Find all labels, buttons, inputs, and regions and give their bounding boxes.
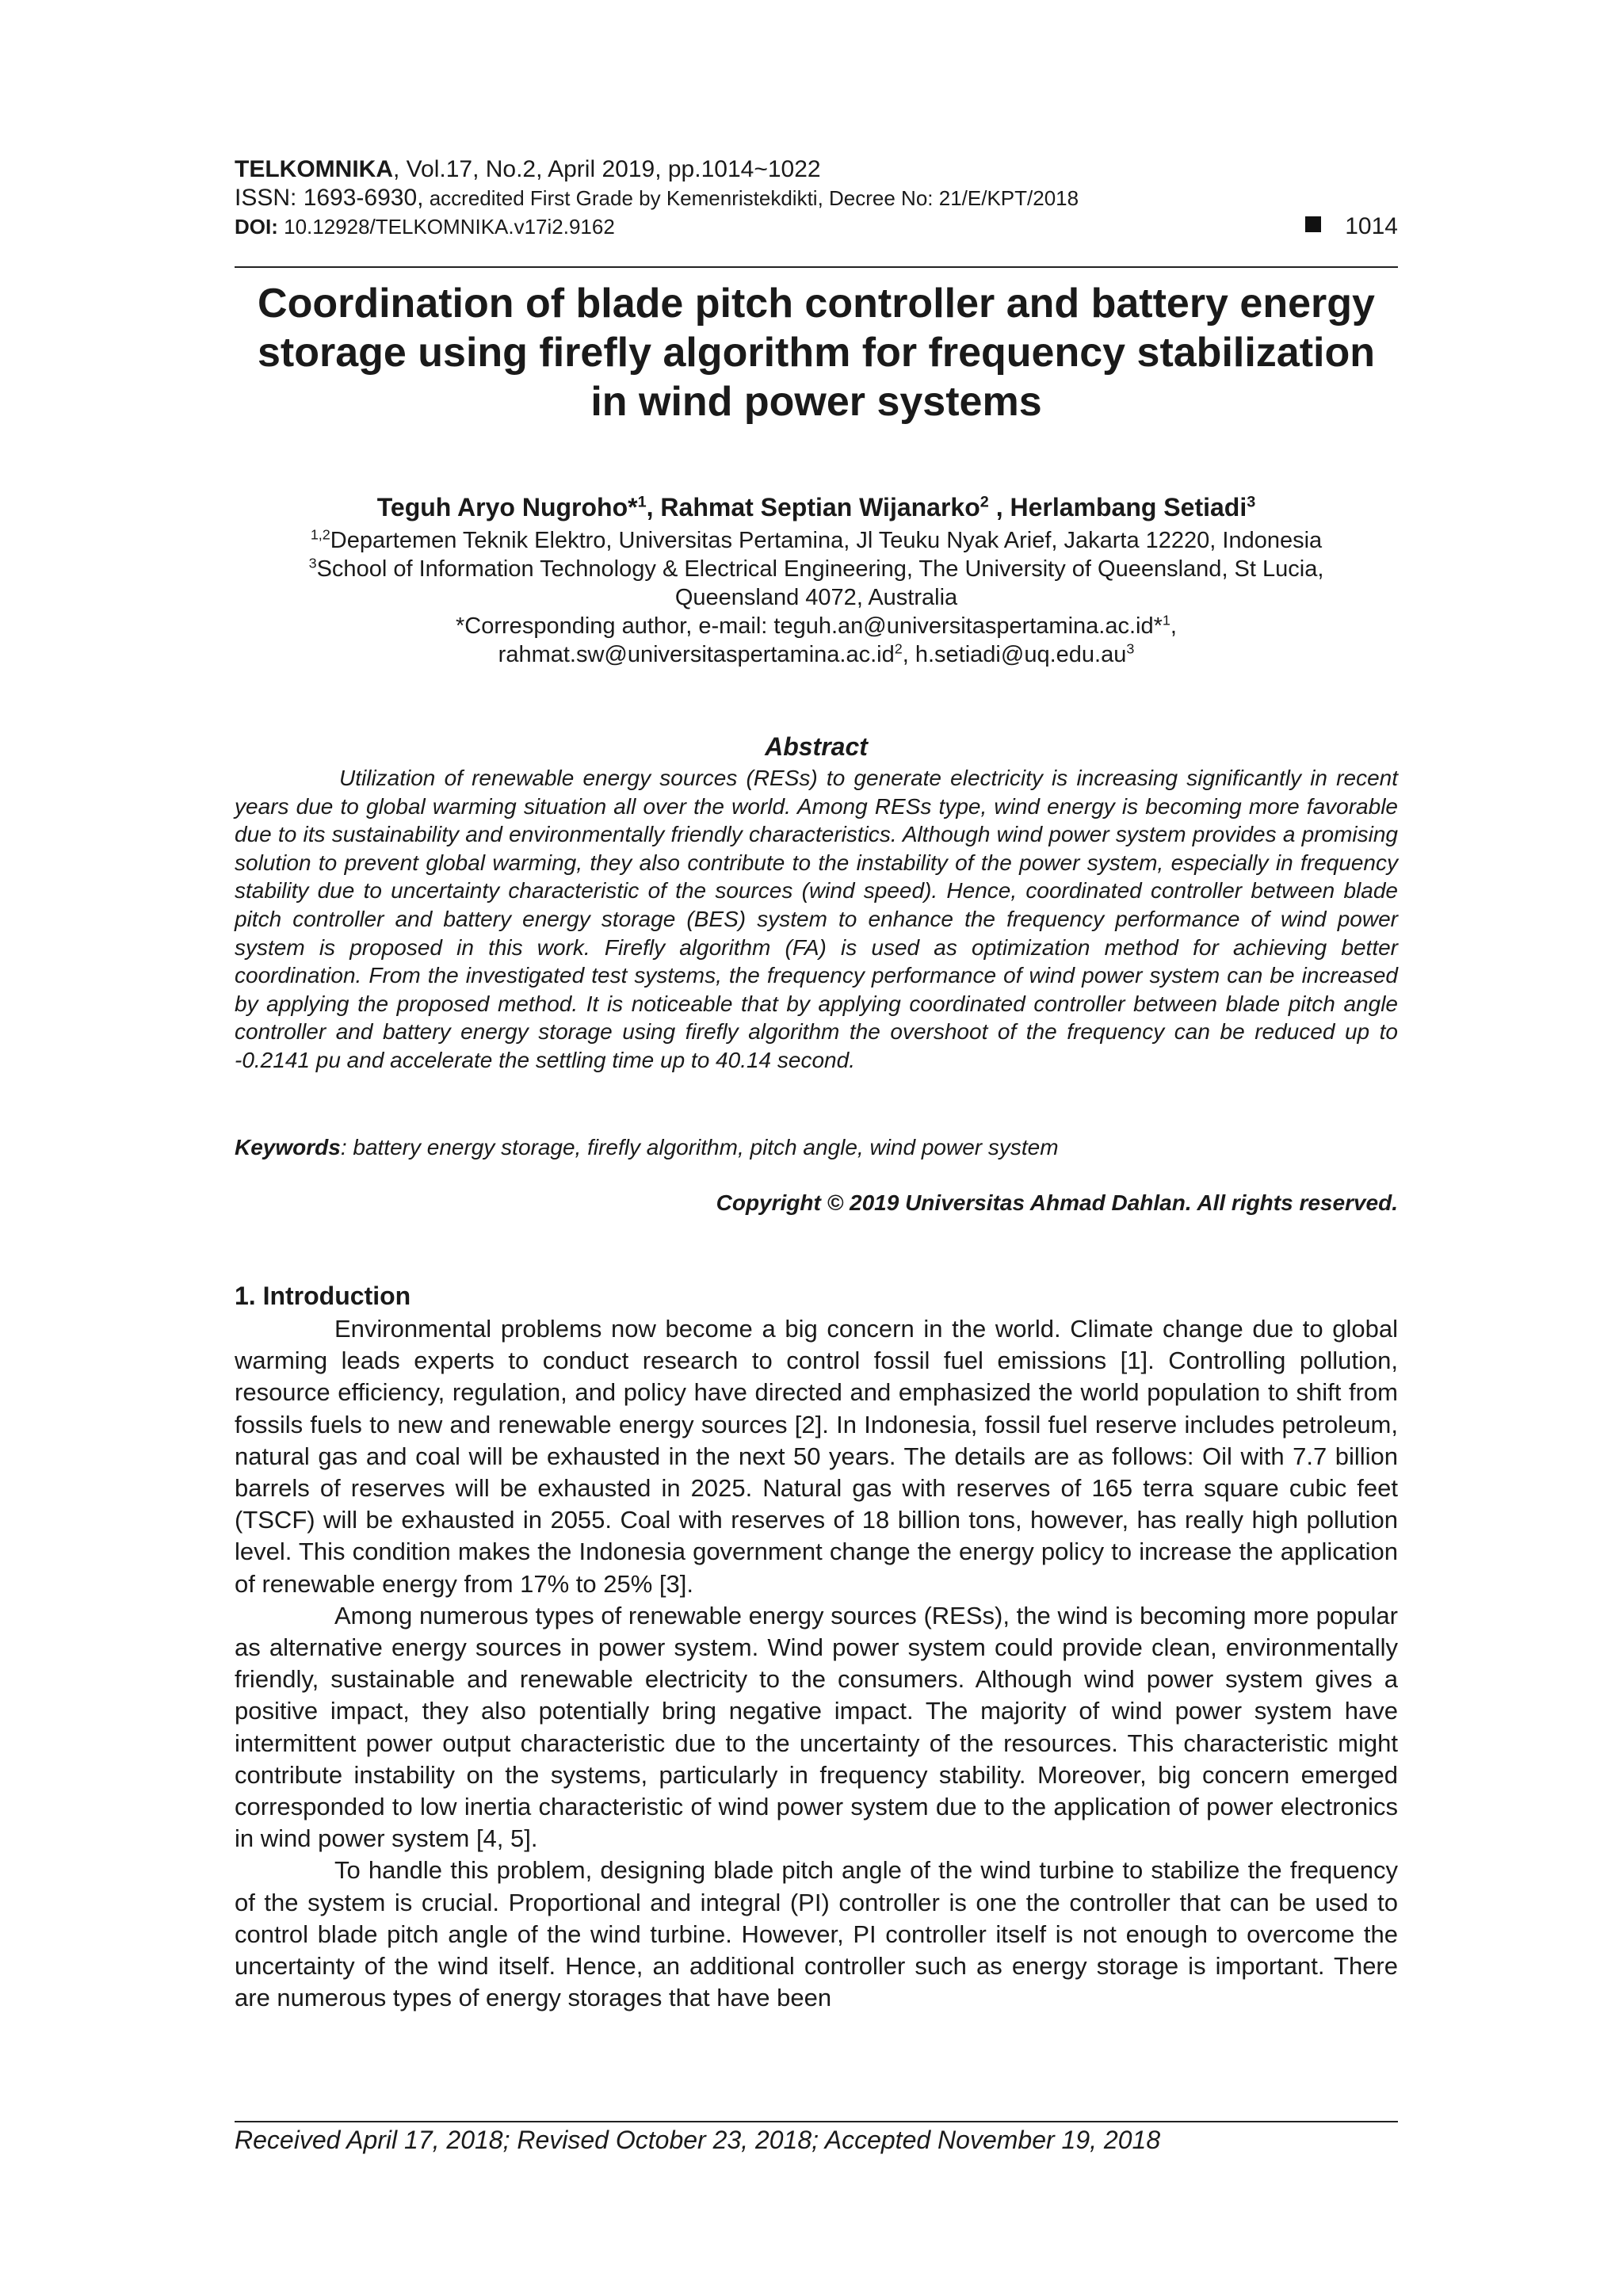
issn-label: ISSN: 1693-6930, bbox=[235, 185, 424, 211]
author-1-sup: 1 bbox=[637, 493, 647, 511]
issn-accreditation: accredited First Grade by Kemenristekdikti, Decree No: 21/E/KPT/2018 bbox=[423, 186, 1079, 210]
corresponding-author bbox=[235, 612, 1398, 640]
affiliation-1-sup: 1,2 bbox=[310, 526, 330, 543]
issn-line bbox=[235, 184, 1398, 212]
email-3: , h.setiadi@uq.edu.au bbox=[902, 642, 1127, 667]
paper-title: Coordination of blade pitch controller and battery energy storage using firefly algorithm for frequency stabilization in wind power systems bbox=[258, 281, 1375, 425]
corresponding-sup-1: 1 bbox=[1162, 612, 1170, 628]
affiliation-1-text: Departemen Teknik Elektro, Universitas Pertamina, Jl Teuku Nyak Arief, Jakarta 12220, Indonesia bbox=[330, 528, 1323, 553]
corresponding-emails bbox=[235, 640, 1398, 669]
received-dates: Received April 17, 2018; Revised October 23, 2018; Accepted November 19, 2018 bbox=[235, 2126, 1161, 2154]
affiliation-2-text: School of Information Technology & Electrical Engineering, The University of Queensland, St Lucia, bbox=[316, 556, 1324, 582]
author-1: Teguh Aryo Nugroho* bbox=[376, 493, 638, 521]
paragraph: To handle this problem, designing blade pitch angle of the wind turbine to stabilize the frequency of the system is crucial. Proportional and integral (PI) controller is one the controller that can be used to control blade pitch angle of the wind turbine. However, PI controller itself is not enough to overcome the uncertainty of the wind itself. Hence, an additional controller such as energy storage is important. There are numerous types of energy storages that have been bbox=[235, 1856, 1398, 2012]
corresponding-comma: , bbox=[1170, 613, 1177, 639]
journal-name: TELKOMNIKA bbox=[235, 156, 393, 182]
affiliation-2-cont: Queensland 4072, Australia bbox=[674, 585, 958, 610]
email-3-sup: 3 bbox=[1126, 640, 1135, 657]
author-2-sup: 2 bbox=[980, 493, 989, 511]
page-number bbox=[1305, 212, 1398, 241]
doi-label: DOI: bbox=[235, 215, 278, 239]
author-list bbox=[235, 491, 1398, 523]
section-heading-introduction: 1. Introduction bbox=[235, 1282, 411, 1310]
keywords-text: : battery energy storage, firefly algorithm, pitch angle, wind power system bbox=[340, 1135, 1059, 1159]
affiliation-1 bbox=[235, 526, 1398, 555]
affiliations bbox=[235, 526, 1398, 669]
keywords bbox=[235, 1133, 1398, 1162]
abstract-heading: Abstract bbox=[765, 732, 868, 761]
volume-info: , Vol.17, No.2, April 2019, pp.1014~1022 bbox=[392, 156, 821, 182]
corresponding-author-text: *Corresponding author, e-mail: teguh.an@universitaspertamina.ac.id* bbox=[456, 613, 1163, 639]
author-3: , Herlambang Setiadi bbox=[988, 493, 1247, 521]
footer-rule bbox=[235, 2121, 1398, 2122]
page-number-text: 1014 bbox=[1345, 213, 1398, 239]
copyright-notice: Copyright © 2019 Universitas Ahmad Dahlan. All rights reserved. bbox=[716, 1190, 1398, 1215]
affiliation-2-sup: 3 bbox=[308, 555, 317, 571]
header-rule bbox=[235, 266, 1398, 268]
running-header bbox=[235, 155, 1398, 241]
journal-line bbox=[235, 155, 1398, 184]
author-3-sup: 3 bbox=[1247, 493, 1256, 511]
paragraph: Environmental problems now become a big concern in the world. Climate change due to global warming leads experts to conduct research to control fossil fuel emissions [1]. Controlling pollution, resource efficiency, regulation, and policy have directed and emphasized the world population to shift from fossils fuels to new and renewable energy sources [2]. In Indonesia, fossil fuel reserve includes petroleum, natural gas and coal will be exhausted in the next 50 years. The details are as follows: Oil with 7.7 billion barrels of reserves will be exhausted in 2025. Natural gas with reserves of 165 terra square cubic feet (TSCF) will be exhausted in 2055. Coal with reserves of 18 billion tons, however, has really high pollution level. This condition makes the Indonesia government change the energy policy to increase the application of renewable energy from 17% to 25% [3]. bbox=[235, 1315, 1398, 1598]
email-2: rahmat.sw@universitaspertamina.ac.id bbox=[498, 642, 895, 667]
doi-line bbox=[235, 212, 1398, 241]
abstract-text: Utilization of renewable energy sources (RESs) to generate electricity is increasing significantly in recent years due to global warming situation all over the world. Among RESs type, wind energy is becoming more favorable due to its sustainability and environmentally friendly characteristics. Although wind power system provides a promising solution to prevent global warming, they also contribute to the instability of the power system, especially in frequency stability due to uncertainty characteristic of the sources (wind speed). Hence, coordinated controller between blade pitch controller and battery energy storage (BES) system to enhance the frequency performance of wind power system is proposed in this work. Firefly algorithm (FA) is used as optimization method for achieving better coordination. From the investigated test systems, the frequency performance of wind power system can be increased by applying the proposed method. It is noticeable that by applying coordinated controller between blade pitch angle controller and battery energy storage using firefly algorithm the overshoot of the frequency can be reduced up to -0.2141 pu and accelerate the settling time up to 40.14 second. bbox=[235, 766, 1398, 1072]
email-2-sup: 2 bbox=[894, 640, 903, 657]
affiliation-2 bbox=[235, 555, 1398, 583]
doi-value: 10.12928/TELKOMNIKA.v17i2.9162 bbox=[277, 215, 615, 239]
keywords-label: Keywords bbox=[235, 1135, 341, 1159]
paragraph: Among numerous types of renewable energy sources (RESs), the wind is becoming more popular as alternative energy sources in power system. Wind power system could provide clean, environmentally friendly, sustainable and renewable electricity to the consumers. Although wind power system gives a positive impact, they also potentially bring negative impact. The majority of wind power system have intermittent power output characteristic due to the uncertainty of the resources. This characteristic might contribute instability on the systems, particularly in frequency stability. Moreover, big concern emerged corresponded to low inertia characteristic of wind power system due to the application of power electronics in wind power system [4, 5]. bbox=[235, 1601, 1398, 1853]
author-2: , Rahmat Septian Wijanarko bbox=[646, 493, 980, 521]
square-bullet-icon bbox=[1305, 216, 1321, 232]
introduction-body bbox=[235, 1313, 1398, 2014]
